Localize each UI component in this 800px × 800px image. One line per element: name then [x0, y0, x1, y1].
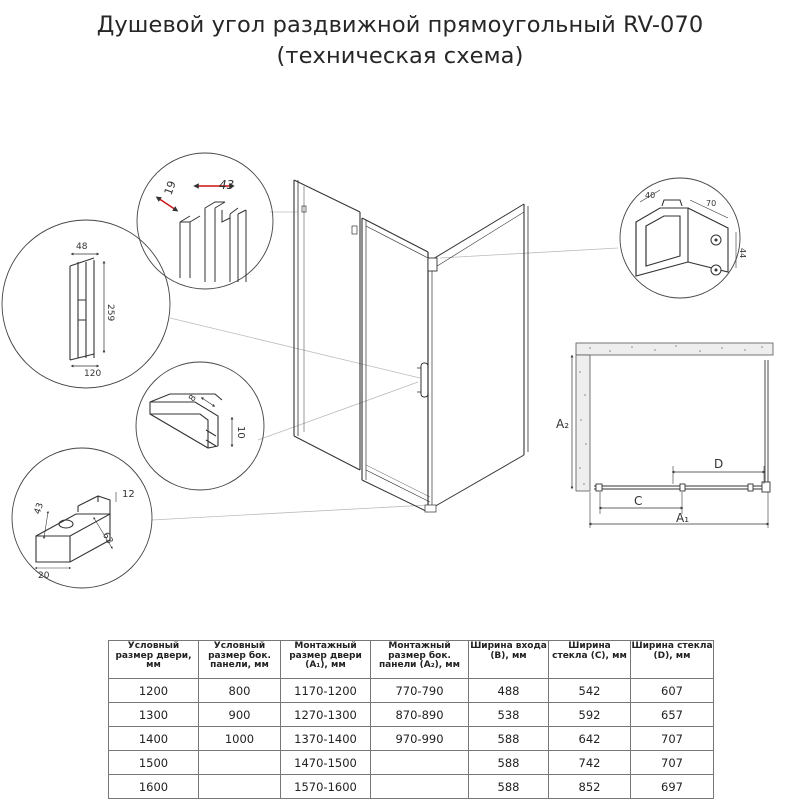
label-bracket-a: 40 — [645, 191, 656, 200]
table-cell: 697 — [631, 775, 714, 799]
table-cell: 488 — [469, 679, 549, 703]
label-stopper-d: 20 — [38, 571, 50, 581]
col-door-mount: Монтажный размер двери (A₁), мм — [281, 641, 371, 679]
label-stopper-a: 43 — [32, 501, 47, 516]
label-plan-d: D — [714, 457, 724, 471]
table-row — [109, 775, 714, 799]
table-cell: 707 — [631, 751, 714, 775]
plan-view — [556, 343, 773, 528]
label-handle-b: 120 — [84, 369, 102, 379]
label-stopper-b: 12 — [122, 489, 135, 500]
label-bracket-c: 44 — [738, 248, 747, 259]
detail-rail — [136, 362, 264, 490]
table-cell — [371, 751, 469, 775]
col-panel-mount: Монтажный размер бок. панели (A₂), мм — [371, 641, 469, 679]
table-cell: 770-790 — [371, 679, 469, 703]
table-cell: 657 — [631, 703, 714, 727]
table-cell: 607 — [631, 679, 714, 703]
table-cell: 1470-1500 — [281, 751, 371, 775]
detail-profile — [137, 153, 273, 289]
col-glass-c: Ширина стекла (C), мм — [549, 641, 631, 679]
table-cell: 1600 — [109, 775, 199, 799]
table-row — [109, 751, 714, 775]
title-line-2: (техническая схема) — [276, 43, 524, 69]
table-cell: 852 — [549, 775, 631, 799]
table-row — [109, 703, 714, 727]
table-cell: 870-890 — [371, 703, 469, 727]
table-cell: 1500 — [109, 751, 199, 775]
table-cell — [199, 751, 281, 775]
table-cell: 1300 — [109, 703, 199, 727]
label-rail-h: 10 — [235, 426, 246, 439]
col-entry-width: Ширина входа (B), мм — [469, 641, 549, 679]
table-cell: 970-990 — [371, 727, 469, 751]
label-profile-d: 43 — [219, 178, 235, 192]
table-cell: 538 — [469, 703, 549, 727]
table-cell: 1200 — [109, 679, 199, 703]
table-cell: 588 — [469, 727, 549, 751]
col-panel-size: Условный размер бок. панели, мм — [199, 641, 281, 679]
detail-bracket — [620, 178, 747, 298]
table-cell: 588 — [469, 751, 549, 775]
label-handle-w: 48 — [76, 242, 88, 252]
label-bracket-b: 70 — [706, 199, 717, 208]
label-plan-c: C — [634, 494, 643, 508]
table-cell — [199, 775, 281, 799]
detail-handle — [2, 220, 170, 388]
label-profile-w: 19 — [161, 179, 179, 197]
table-cell: 1000 — [199, 727, 281, 751]
table-row — [109, 727, 714, 751]
label-plan-a2: A₂ — [556, 417, 570, 431]
label-rail-w: 8 — [187, 393, 199, 404]
table-cell: 542 — [549, 679, 631, 703]
table-cell: 1570-1600 — [281, 775, 371, 799]
table-cell: 1270-1300 — [281, 703, 371, 727]
table-cell: 1370-1400 — [281, 727, 371, 751]
specs-table — [108, 640, 714, 799]
label-handle-h: 259 — [105, 304, 115, 322]
table-cell: 900 — [199, 703, 281, 727]
table-cell: 588 — [469, 775, 549, 799]
table-cell: 642 — [549, 727, 631, 751]
col-glass-d: Ширина стекла (D), мм — [631, 641, 714, 679]
shower-enclosure — [294, 180, 528, 512]
table-cell — [371, 775, 469, 799]
title-line-1: Душевой угол раздвижной прямоугольный RV-070 — [96, 12, 704, 38]
label-plan-a1: A₁ — [676, 511, 690, 525]
detail-stopper — [12, 448, 152, 588]
table-cell: 800 — [199, 679, 281, 703]
table-cell: 1400 — [109, 727, 199, 751]
table-cell: 707 — [631, 727, 714, 751]
table-cell: 1170-1200 — [281, 679, 371, 703]
table-cell: 592 — [549, 703, 631, 727]
table-header-row — [109, 641, 714, 679]
label-stopper-c: 63 — [99, 531, 115, 546]
col-door-size: Условный размер двери, мм — [109, 641, 199, 679]
table-cell: 742 — [549, 751, 631, 775]
table-row — [109, 679, 714, 703]
